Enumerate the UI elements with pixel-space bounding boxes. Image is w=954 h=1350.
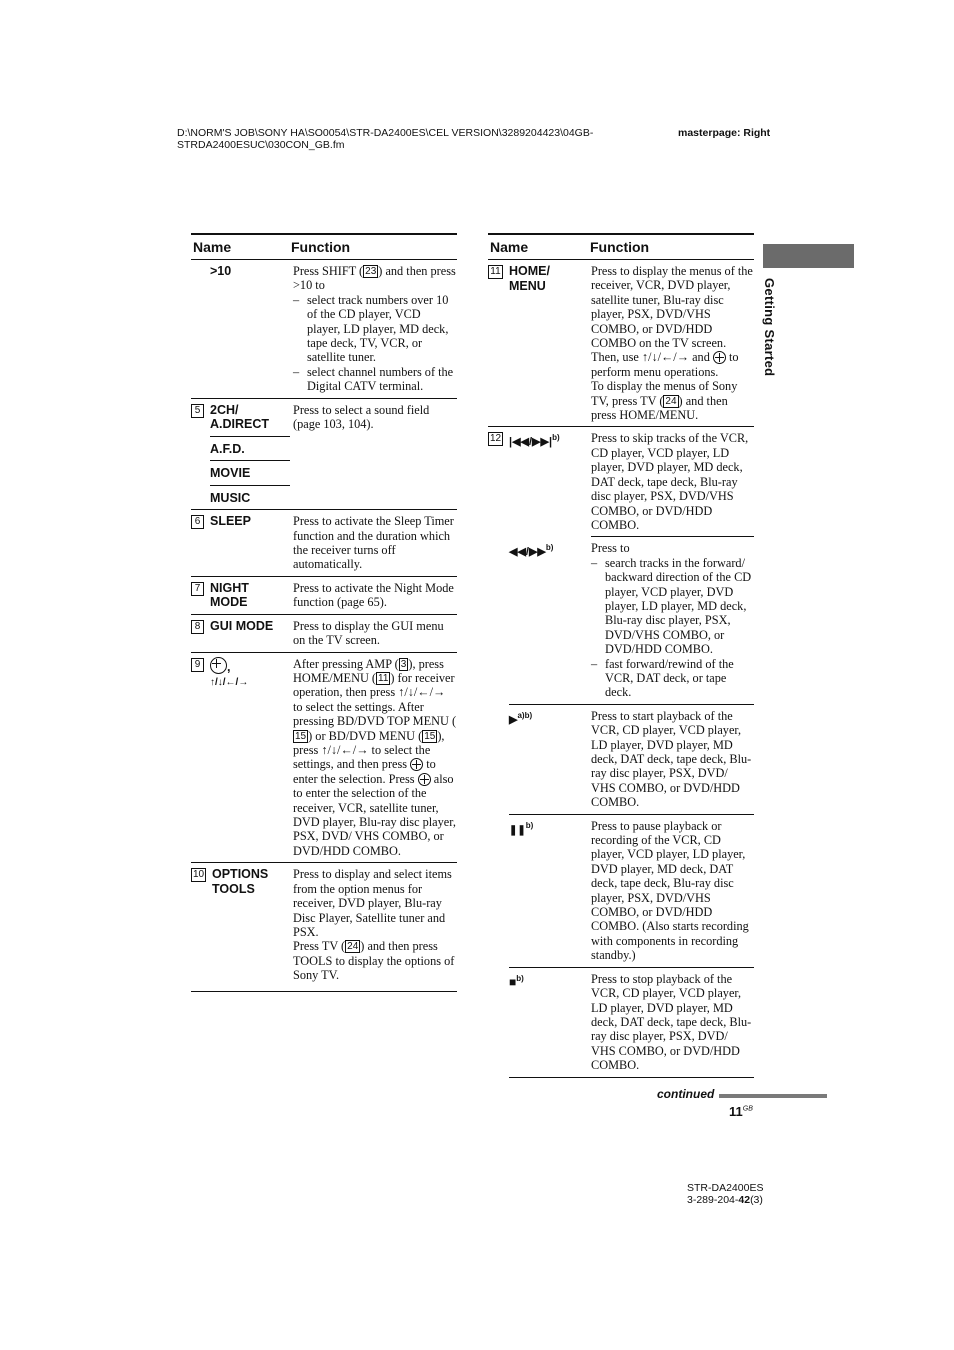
- row-subname: MOVIE: [210, 460, 290, 481]
- row-name: NIGHT MODE: [210, 580, 249, 610]
- row-number: 6: [191, 515, 204, 529]
- table-row: ❚❚$^{b)}$ Press to pause playback or recording of the VCR, CD player, VCD player, LD player, DVD player, MD deck, DAT deck, tape deck, Blu-ray disc player, PSX, DVD/VHS COMBO, or DVD/HDD COMBO. (Also starts recording with components in recording standby.): [509, 815, 754, 968]
- button-number-badge: 11: [378, 673, 389, 684]
- row-number: 11: [488, 265, 503, 279]
- masterpage-label: masterpage: Right: [678, 127, 771, 139]
- button-number-badge: 24: [665, 395, 677, 407]
- function-column-header: Function: [291, 239, 351, 255]
- enter-button-icon: [713, 351, 726, 364]
- row-function: Press to activate the Sleep Timer function and the duration which the receiver turns off automatically.: [293, 514, 454, 572]
- table-row: [191, 863, 457, 991]
- page-number: $11^{GB}$: [729, 1104, 753, 1119]
- play-icon: ▶: [509, 713, 518, 726]
- file-path-header: [177, 127, 593, 151]
- skip-icon: |◀◀/▶▶|: [509, 436, 553, 449]
- table-row: [488, 260, 754, 427]
- button-number-badge: 24: [347, 941, 359, 953]
- enter-button-icon: [210, 657, 227, 674]
- row-name: 2CH/ A.DIRECT: [210, 402, 270, 432]
- table-header: [488, 233, 754, 260]
- stop-icon: ■: [509, 974, 517, 989]
- row-function: Press to skip tracks of the VCR, CD player, VCD player, LD player, DVD player, MD deck, DAT deck, tape deck, Blu-ray disc player, PSX, DVD/VHS COMBO, or DVD/HDD COMBO.: [591, 431, 754, 537]
- row-number: 8: [191, 620, 204, 634]
- button-number-badge: 23: [365, 266, 377, 277]
- name-column-header: Name: [490, 239, 529, 255]
- row-name: HOME/ MENU: [509, 264, 550, 293]
- table-header: [191, 233, 457, 260]
- row-name: >10: [210, 264, 232, 278]
- file-path-line1: D:\NORM'S JOB\SONY HA\SO0054\STR-DA2400ES\CEL VERSION\3289204423\04GB-: [177, 127, 594, 139]
- table-row: [191, 615, 457, 653]
- row-function: Press to start playback of the VCR, CD player, VCD player, LD player, DVD player, MD deck, DAT deck, tape deck, Blu-ray disc player, PSX, DVD/ VHS COMBO, or DVD/HDD COMBO.: [591, 708, 752, 810]
- table-subrows: [509, 537, 754, 1077]
- row-name: OPTIONS TOOLS: [212, 867, 269, 896]
- table-row: 9 , ↑/↓/←/→ After pressing AMP ( 3 ), press HOME/MENU ( 11 ) for receiver operation, then press ↑/↓/←/→ to select the settings. After pressing BD/DVD TOP MENU (15 ) or BD/DVD MENU ( 15 ), press ↑/↓/←/→ to select the settings, and then press to enter the selection. Press also to enter the selection of the receiver, VCR, satellite tuner, DVD player, Blu-ray disc player, PSX, DVD/ VHS COMBO, or DVD/HDD COMBO.: [191, 653, 457, 864]
- row-function: Press SHIFT ( 23 ) and then press >10 to – select track numbers over 10 of the CD player, VCD player, LD player, MD deck, tape deck, TV, VCR, or satellite tuner. – select channel numbers of the Digital CATV terminal.: [293, 264, 456, 394]
- name-column-header: Name: [193, 239, 232, 255]
- button-number-badge: 15: [424, 730, 436, 742]
- row-number: 12: [489, 433, 502, 445]
- row-function: Press to stop playback of the VCR, CD player, VCD player, LD player, DVD player, MD deck, DAT deck, tape deck, Blu-ray disc player, PSX, DVD/ VHS COMBO, or DVD/HDD COMBO.: [591, 971, 752, 1073]
- table-row: [191, 510, 457, 577]
- continued-bar: [719, 1094, 827, 1098]
- row-subname: MUSIC: [210, 485, 290, 506]
- section-tab-bar: [763, 244, 854, 268]
- row-function: Press to pause playback or recording of the VCR, CD player, VCD player, LD player, DVD player, MD deck, DAT deck, tape deck, Blu-ray disc player, PSX, DVD/VHS COMBO, or DVD/HDD COMBO. (Also starts recording with components in recording standby.): [591, 818, 749, 963]
- section-tab-label: Getting Started: [762, 278, 777, 377]
- continued-label: continued: [657, 1087, 715, 1101]
- row-function: Press to – search tracks in the forward/ backward direction of the CD player, VCD player, DVD player, LD player, MD deck, Blu-ray disc player, PSX, DVD/VHS COMBO, or DVD/HDD COMBO. – fast forward/rewind of the VCR, DAT deck, or tape deck.: [591, 541, 752, 700]
- file-path-line2: STRDA2400ESUC\030CON_GB.fm: [177, 139, 345, 151]
- pause-icon: ❚❚: [509, 824, 526, 836]
- enter-button-icon: [418, 773, 431, 786]
- left-table: [191, 233, 457, 992]
- row-subname: A.F.D.: [210, 436, 290, 457]
- rewind-fastforward-icon: ◀◀/▶▶: [509, 546, 546, 559]
- row-function: Press to display the menus of the receiver, VCR, DVD player, satellite tuner, Blu-ray disc player, PSX, DVD/VHS COMBO, or DVD/HDD COMBO on the TV screen. Then, use ↑/↓/←/→ and to perform menu operations. To display the menus of Sony TV, press TV ( 24 ) and then press HOME/MENU.: [591, 264, 753, 423]
- row-name: GUI MODE: [210, 618, 274, 633]
- row-number: 10: [192, 869, 205, 881]
- row-function: Press to display and select items from the option menus for receiver, DVD player, Blu-ray Disc Player, Satellite tuner and PSX. Press TV ( 24 ) and then press TOOLS to display the options of Sony TV.: [293, 867, 455, 983]
- row-function: Press to activate the Night Mode function (page 65).: [293, 580, 454, 610]
- table-row: [191, 577, 457, 615]
- part-code: 3-289-204-42(3): [687, 1194, 763, 1206]
- model-footer: [687, 1182, 763, 1206]
- right-table: [488, 233, 754, 1078]
- table-row: [191, 260, 457, 399]
- enter-button-icon: [410, 758, 423, 771]
- table-row: ▶$^{a)b)}$ Press to start playback of the VCR, CD player, VCD player, LD player, DVD player, MD deck, DAT deck, tape deck, Blu-ray disc player, PSX, DVD/ VHS COMBO, or DVD/HDD COMBO.: [509, 705, 754, 815]
- table-row: [191, 399, 457, 511]
- row-number: 5: [191, 404, 204, 418]
- row-function: Press to select a sound field (page 103, 104).: [293, 402, 430, 432]
- model-number: STR-DA2400ES: [687, 1182, 764, 1194]
- button-number-badge: 15: [295, 730, 307, 742]
- table-row: ■$^{b)}$ Press to stop playback of the VCR, CD player, VCD player, LD player, DVD player, MD deck, DAT deck, tape deck, Blu-ray disc player, PSX, DVD/ VHS COMBO, or DVD/HDD COMBO.: [509, 968, 754, 1078]
- row-name: SLEEP: [210, 514, 251, 529]
- row-function: After pressing AMP ( 3 ), press HOME/MENU ( 11 ) for receiver operation, then press ↑/↓/←/→ to select the settings. After pressing BD/DVD TOP MENU (15 ) or BD/DVD MENU ( 15 ), press ↑/↓/←/→ to select the settings, and then press to enter the selection. Press also to enter the selection of the receiver, VCR, satellite tuner, DVD player, Blu-ray disc player, PSX, DVD/ VHS COMBO, or DVD/HDD COMBO.: [293, 656, 457, 858]
- table-row: ◀◀/▶▶$^{b)}$ Press to – search tracks in the forward/ backward direction of the CD player, VCD player, DVD player, LD player, MD deck, Blu-ray disc player, PSX, DVD/VHS COMBO, or DVD/HDD COMBO. – fast forward/rewind of the VCR, DAT deck, or tape deck.: [509, 537, 754, 704]
- row-number: 7: [191, 582, 204, 596]
- arrow-keys-icon: ↑/↓/←/→: [210, 677, 249, 689]
- button-number-badge: 3: [400, 658, 407, 670]
- table-row: 12 $|◀◀/▶▶|^{b)}$ Press to skip tracks of the VCR, CD player, VCD player, LD player, DVD player, MD deck, DAT deck, tape deck, Blu-ray disc player, PSX, DVD/VHS COMBO, or DVD/HDD COMBO.: [488, 427, 754, 537]
- function-column-header: Function: [590, 239, 650, 255]
- row-function: Press to display the GUI menu on the TV screen.: [293, 618, 444, 648]
- row-number: 9: [191, 658, 204, 672]
